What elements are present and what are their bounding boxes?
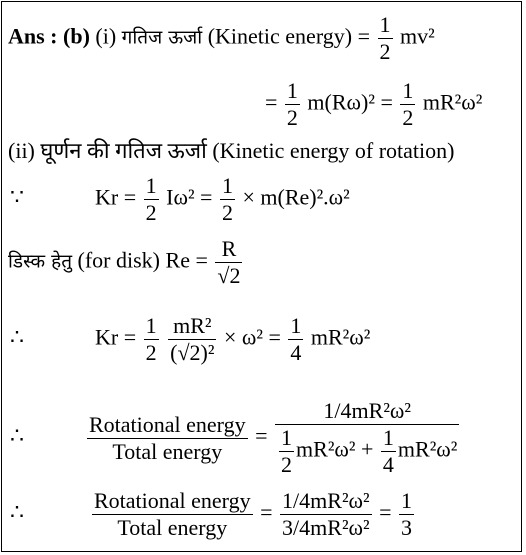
equals-sign: =: [123, 324, 137, 350]
rotational-ke-heading: [8, 140, 454, 162]
expression: m(Rω)²: [307, 89, 375, 115]
equals-sign: =: [265, 89, 278, 115]
equals-sign: =: [260, 499, 273, 525]
because-symbol: ∵: [10, 185, 24, 211]
re-symbol: Re: [165, 247, 190, 273]
ratio-expression: 1/4mR²ω² $\frac{1}{2}$ mR²ω² + $\frac{1}{4}$ mR²ω²: [275, 400, 459, 476]
kinetic-energy-line: [8, 14, 435, 63]
fraction-half: $\frac{1}{2}$: [402, 78, 414, 130]
ratio-fraction: $\frac{\text{Rotational energy}}{\text{Total energy}}$: [94, 488, 251, 540]
expression: × m(Re)².ω²: [242, 184, 350, 210]
final-ratio-line: [10, 490, 416, 539]
fraction-r-root2: $\frac{R}{√2}$: [217, 236, 241, 288]
kr-disk-line: [10, 315, 370, 364]
expression: mR²ω²: [310, 324, 371, 350]
equals-sign: =: [255, 423, 268, 449]
equals-sign: =: [380, 89, 393, 115]
fraction-third: $\frac{1}{3}$: [401, 488, 413, 540]
ratio-expression: $\frac{\text{1/4mR²ω²}}{\text{3/4mR²ω²}}$: [282, 488, 370, 540]
equals-sign: =: [357, 23, 370, 49]
kr-symbol: Kr: [95, 184, 119, 210]
fraction-half: $\frac{1}{2}$: [286, 78, 298, 130]
answer-label: Ans : (b): [8, 23, 90, 49]
fraction-half: $\frac{1}{2}$: [145, 313, 157, 365]
fraction-mr2: $\frac{\text{mR²}}{\text{(√2)²}}$: [170, 313, 215, 365]
fraction-half: $\frac{1}{2}$: [221, 173, 233, 225]
fraction-quarter: $\frac{1}{4}$: [290, 313, 302, 365]
kr-formula-line: [10, 175, 350, 224]
disk-radius-line: [8, 238, 244, 287]
expression: Iω²: [166, 184, 195, 210]
english-term: (Kinetic energy): [207, 23, 353, 49]
part-label: (i): [95, 23, 117, 49]
expression: mv²: [400, 23, 435, 49]
expression: × ω²: [223, 324, 263, 350]
heading-text: (ii) घूर्णन की गतिज ऊर्जा (Kinetic energy of rotation): [8, 138, 455, 163]
fraction-quarter: $\frac{1}{4}$: [382, 425, 394, 477]
equals-sign: =: [379, 499, 392, 525]
kr-symbol: Kr: [95, 324, 119, 350]
ratio-fraction: $\frac{\text{Rotational energy}}{\text{Total energy}}$: [89, 411, 246, 464]
fraction-half: $\frac{1}{2}$: [281, 425, 293, 477]
expression: mR²ω²: [422, 89, 483, 115]
therefore-symbol: ∴: [10, 325, 24, 351]
kinetic-energy-expansion: [265, 80, 482, 129]
fraction-half: $\frac{1}{2}$: [145, 173, 157, 225]
fraction-half: $\frac{1}{2}$: [379, 12, 391, 64]
english-term: (for disk): [77, 247, 161, 273]
equals-sign: =: [200, 184, 213, 210]
equals-sign: =: [123, 184, 137, 210]
equals-sign: =: [195, 247, 208, 273]
energy-ratio-line: [10, 400, 461, 476]
hindi-term: गतिज ऊर्जा: [121, 26, 203, 49]
therefore-symbol: ∴: [10, 500, 24, 526]
equals-sign: =: [268, 324, 281, 350]
therefore-symbol: ∴: [10, 424, 24, 450]
hindi-term: डिस्क हेतु: [8, 250, 73, 273]
